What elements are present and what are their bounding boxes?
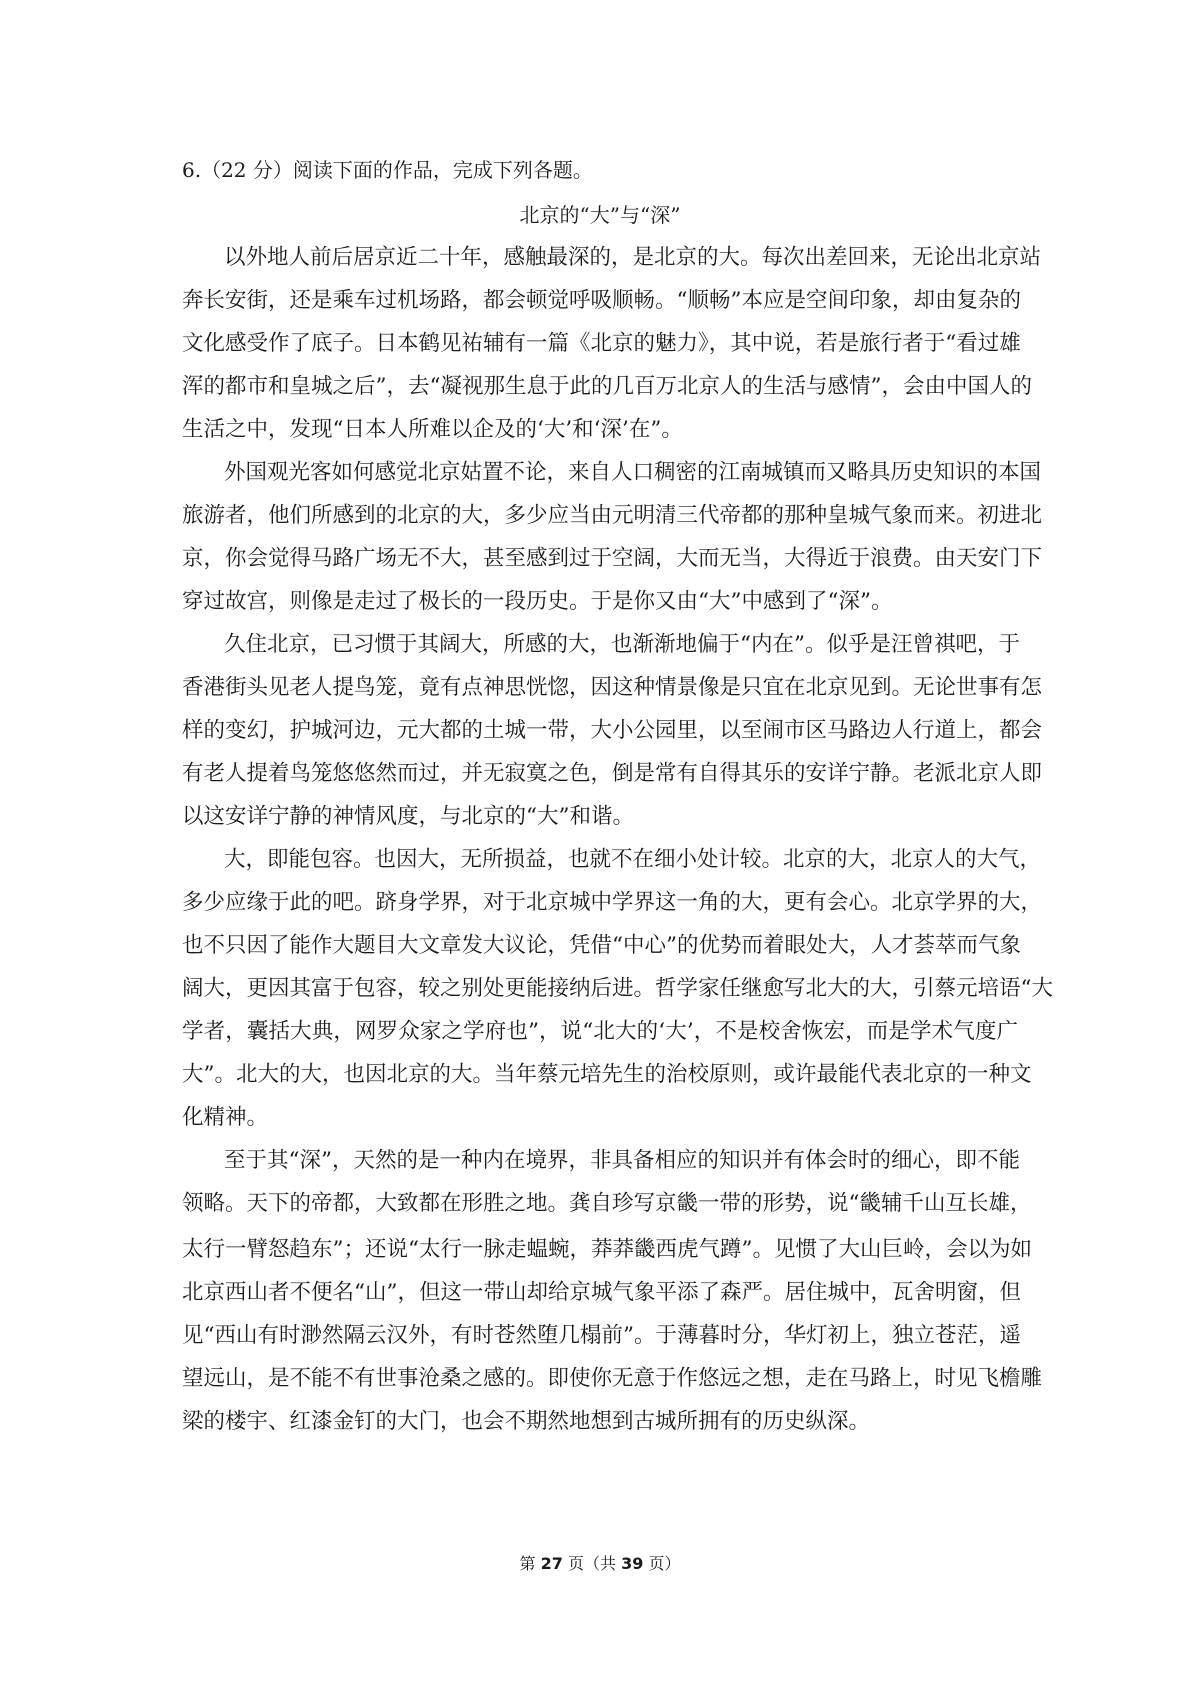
paragraph-line: 大”。北大的大，也因北京的大。当年蔡元培先生的治校原则，或许最能代表北京的一种文 [182, 1062, 1032, 1087]
page-number [0, 1552, 1200, 1576]
page-number-suffix: 页） [648, 1554, 681, 1573]
paragraph-line: 样的变幻，护城河边，元大都的土城一带，大小公园里，以至闹市区马路边人行道上，都会 [182, 718, 1043, 743]
question-header: 6.（22 分）阅读下面的作品，完成下列各题。 [182, 158, 593, 182]
paragraph-line: 香港街头见老人提鸟笼，竟有点神思恍惚，因这种情景像是只宜在北京见到。无论世事有怎 [182, 675, 1043, 700]
paragraph-line: 至于其“深”，天然的是一种内在境界，非具备相应的知识并有体会时的细心，即不能 [224, 1148, 1020, 1173]
total-page-number: 39 [621, 1554, 644, 1573]
page-number-prefix: 第 [519, 1554, 536, 1573]
paragraph-line: 梁的楼宇、红漆金钉的大门，也会不期然地想到古城所拥有的历史纵深。 [182, 1409, 871, 1434]
paragraph-line: 穿过故宫，则像是走过了极长的一段历史。于是你又由“大”中感到了“深”。 [182, 589, 893, 614]
paragraph-line: 以外地人前后居京近二十年，感触最深的，是北京的大。每次出差回来，无论出北京站 [224, 245, 1042, 270]
paragraph-line: 京，你会觉得马路广场无不大，甚至感到过于空阔，大而无当，大得近于浪费。由天安门下 [182, 546, 1043, 571]
paragraph-line: 望远山，是不能不有世事沧桑之感的。即使你无意于作悠远之想，走在马路上，时见飞檐雕 [182, 1366, 1043, 1391]
paragraph-line: 以这安详宁静的神情风度，与北京的“大”和谐。 [182, 804, 634, 829]
paragraph-line: 文化感受作了底子。日本鹤见祐辅有一篇《北京的魅力》，其中说，若是旅行者于“看过雄 [182, 331, 1021, 356]
paragraph-line: 学者，囊括大典，网罗众家之学府也”，说“北大的‘大’，不是校舍恢宏，而是学术气度广 [182, 1019, 1018, 1044]
current-page-number: 27 [540, 1554, 563, 1573]
paragraph-line: 太行一臂怒趋东”；还说“太行一脉走蝹蜿，莽莽畿西虎气蹲”。见惯了大山巨岭，会以为如 [182, 1237, 1032, 1262]
paragraph-line: 化精神。 [182, 1105, 269, 1130]
paragraph-line: 大，即能包容。也因大，无所损益，也就不在细小处计较。北京的大，北京人的大气， [224, 847, 1042, 872]
paragraph-line: 北京西山者不便名“山”，但这一带山却给京城气象平添了森严。居住城中，瓦舍明窗，但 [182, 1280, 1021, 1305]
paragraph-line: 浑的都市和皇城之后”，去“凝视那生息于此的几百万北京人的生活与感情”，会由中国人的 [182, 374, 1032, 399]
paragraph-line: 阔大，更因其富于包容，较之别处更能接纳后进。哲学家任继愈写北大的大，引蔡元培语“大 [182, 976, 1053, 1001]
paragraph-line: 多少应缘于此的吧。跻身学界，对于北京城中学界这一角的大，更有会心。北京学界的大， [182, 890, 1043, 915]
paragraph-line: 见“西山有时渺然隔云汉外，有时苍然堕几榻前”。于薄暮时分，华灯初上，独立苍茫，遥 [182, 1323, 1021, 1348]
paragraph-line: 外国观光客如何感觉北京姑置不论，来自人口稠密的江南城镇而又略具历史知识的本国 [224, 460, 1042, 485]
paragraph-line: 奔长安街，还是乘车过机场路，都会顿觉呼吸顺畅。“顺畅”本应是空间印象，却由复杂的 [182, 288, 1021, 313]
article-title: 北京的“大”与“深” [519, 203, 681, 227]
paragraph-line: 生活之中，发现“日本人所难以企及的‘大’和‘深’在”。 [182, 417, 683, 442]
paragraph-line: 有老人提着鸟笼悠悠然而过，并无寂寞之色，倒是常有自得其乐的安详宁静。老派北京人即 [182, 761, 1043, 786]
paragraph-line: 旅游者，他们所感到的北京的大，多少应当由元明清三代帝都的那种皇城气象而来。初进北 [182, 503, 1043, 528]
page-number-mid: 页（共 [567, 1554, 616, 1573]
paragraph-line: 久住北京，已习惯于其阔大，所感的大，也渐渐地偏于“内在”。似乎是汪曾祺吧，于 [224, 632, 1020, 657]
paragraph-line: 也不只因了能作大题目大文章发大议论，凭借“中心”的优势而着眼处大，人才荟萃而气象 [182, 933, 1021, 958]
paragraph-line: 领略。天下的帝都，大致都在形胜之地。龚自珍写京畿一带的形势，说“畿辅千山互长雄， [182, 1191, 1032, 1216]
